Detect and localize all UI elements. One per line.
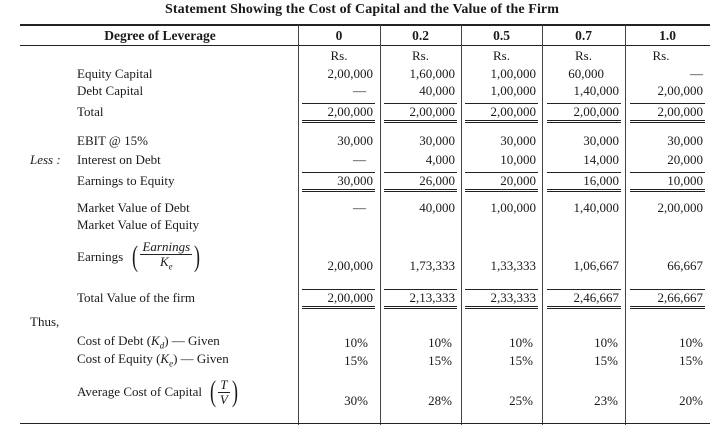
table-cell: 2,00,000 bbox=[302, 289, 375, 309]
leverage-column-header: 1.0 bbox=[659, 28, 676, 43]
row-label: Average Cost of Capital bbox=[77, 384, 203, 399]
table-cell: 2,13,333 bbox=[384, 289, 457, 309]
table-cell: 10% bbox=[428, 335, 452, 350]
table-cell: 26,000 bbox=[384, 172, 457, 192]
currency-unit: Rs. bbox=[575, 48, 592, 63]
table-cell: 20% bbox=[679, 393, 703, 408]
table-cell: 2,00,000 bbox=[327, 258, 373, 273]
table-cell: 30,000 bbox=[302, 172, 375, 192]
row-label: Market Value of Debt bbox=[77, 200, 190, 215]
row-label: Earnings bbox=[77, 248, 124, 264]
fraction-numerator: Earnings bbox=[142, 239, 191, 254]
table-cell: 60,000 bbox=[568, 66, 604, 81]
table-cell: 40,000 bbox=[419, 83, 455, 98]
currency-unit: Rs. bbox=[493, 48, 510, 63]
row-label: Debt Capital bbox=[77, 83, 144, 98]
table-cell: 30,000 bbox=[500, 133, 536, 148]
table-cell: 15% bbox=[344, 353, 368, 368]
table-cell: 66,667 bbox=[667, 258, 703, 273]
table-cell: 23% bbox=[594, 393, 618, 408]
table-cell: 15% bbox=[594, 353, 618, 368]
table-cell: 2,00,000 bbox=[327, 66, 373, 81]
table-cell: 10% bbox=[679, 335, 703, 350]
table-cell: 10,000 bbox=[500, 152, 536, 167]
row-label: Total Value of the firm bbox=[77, 290, 195, 305]
table-cell: 15% bbox=[679, 353, 703, 368]
leverage-column-header: 0 bbox=[335, 28, 343, 43]
table-cell: 2,66,667 bbox=[630, 289, 705, 309]
row-label: Total bbox=[77, 104, 104, 119]
table-cell: 2,00,000 bbox=[657, 200, 703, 215]
table-cell: 1,40,000 bbox=[573, 200, 619, 215]
table-cell: 25% bbox=[509, 393, 533, 408]
table-cell: 1,00,000 bbox=[490, 66, 536, 81]
table-cell: 14,000 bbox=[583, 152, 619, 167]
table-bottom-border bbox=[20, 423, 710, 424]
leverage-column-header: 0.2 bbox=[412, 28, 429, 43]
earnings-fraction bbox=[140, 240, 192, 274]
table-cell: 30,000 bbox=[419, 133, 455, 148]
row-label: Cost of Equity $(K_e)$ — Given bbox=[77, 351, 229, 369]
table-cell: 10% bbox=[509, 335, 533, 350]
table-cell: — bbox=[353, 200, 366, 215]
table-cell: 1,73,333 bbox=[409, 258, 455, 273]
row-label: EBIT @ 15% bbox=[77, 133, 148, 148]
table-cell: 2,00,000 bbox=[657, 83, 703, 98]
table-cell: 4,000 bbox=[425, 152, 455, 167]
table-cell: 10% bbox=[344, 335, 368, 350]
row-label: Cost of Debt $(K_d)$ — Given bbox=[77, 333, 220, 351]
less-label: Less : bbox=[30, 152, 61, 167]
table-cell: 1,00,000 bbox=[490, 200, 536, 215]
currency-unit: Rs. bbox=[652, 48, 670, 63]
table-cell: 2,00,000 bbox=[465, 103, 538, 123]
table-cell: 2,00,000 bbox=[630, 103, 705, 123]
table-cell: — bbox=[353, 83, 366, 98]
table-cell: 28% bbox=[428, 393, 452, 408]
earnings-formula: Earnings ( $\frac{\text{Earnings}}{K_e}$ ) bbox=[77, 239, 201, 273]
leverage-column-header: 0.5 bbox=[493, 28, 510, 43]
statement-title: Statement Showing the Cost of Capital and the Value of the Firm bbox=[164, 2, 560, 17]
tv-fraction bbox=[218, 378, 229, 407]
leverage-column-header: 0.7 bbox=[575, 28, 592, 43]
currency-unit: Rs. bbox=[412, 48, 429, 63]
table-cell: — bbox=[690, 66, 703, 81]
table-cell: 30% bbox=[344, 393, 368, 408]
currency-unit: Rs. bbox=[330, 48, 348, 63]
row-label: Earnings to Equity bbox=[77, 173, 175, 188]
fraction-numerator: T bbox=[220, 376, 228, 392]
table-cell: 1,33,333 bbox=[490, 258, 536, 273]
table-cell: 1,60,000 bbox=[409, 66, 455, 81]
fraction-denominator: V bbox=[219, 391, 228, 407]
table-cell: 2,46,667 bbox=[547, 289, 621, 309]
fraction-denominator: $K_e$ bbox=[159, 254, 173, 272]
table-cell: 2,00,000 bbox=[302, 103, 375, 123]
row-label: Interest on Debt bbox=[77, 152, 161, 167]
table-cell: 15% bbox=[509, 353, 533, 368]
table-cell: 16,000 bbox=[547, 172, 621, 192]
table-cell: 1,00,000 bbox=[490, 83, 536, 98]
table-cell: 10,000 bbox=[630, 172, 705, 192]
table-cell: 20,000 bbox=[667, 152, 703, 167]
table-cell: 30,000 bbox=[667, 133, 703, 148]
table-cell: 1,40,000 bbox=[573, 83, 619, 98]
table-cell: 1,06,667 bbox=[573, 258, 619, 273]
table-cell: 2,33,333 bbox=[465, 289, 538, 309]
table-cell: 20,000 bbox=[465, 172, 538, 192]
table-cell: 40,000 bbox=[419, 200, 455, 215]
table-cell: 2,00,000 bbox=[384, 103, 457, 123]
table-cell: 15% bbox=[428, 353, 452, 368]
table-cell: 10% bbox=[594, 335, 618, 350]
table-cell: 2,00,000 bbox=[547, 103, 621, 123]
degree-of-leverage-header: Degree of Leverage bbox=[104, 28, 216, 43]
table-cell: — bbox=[353, 152, 366, 167]
row-label: Equity Capital bbox=[77, 66, 153, 81]
average-cost-formula: Average Cost of Capital ( $\frac{T}{V}$ ) bbox=[77, 375, 238, 408]
table-cell: 30,000 bbox=[337, 133, 373, 148]
row-label: Market Value of Equity bbox=[77, 217, 200, 232]
table-cell: 30,000 bbox=[583, 133, 619, 148]
thus-label: Thus, bbox=[30, 314, 60, 329]
